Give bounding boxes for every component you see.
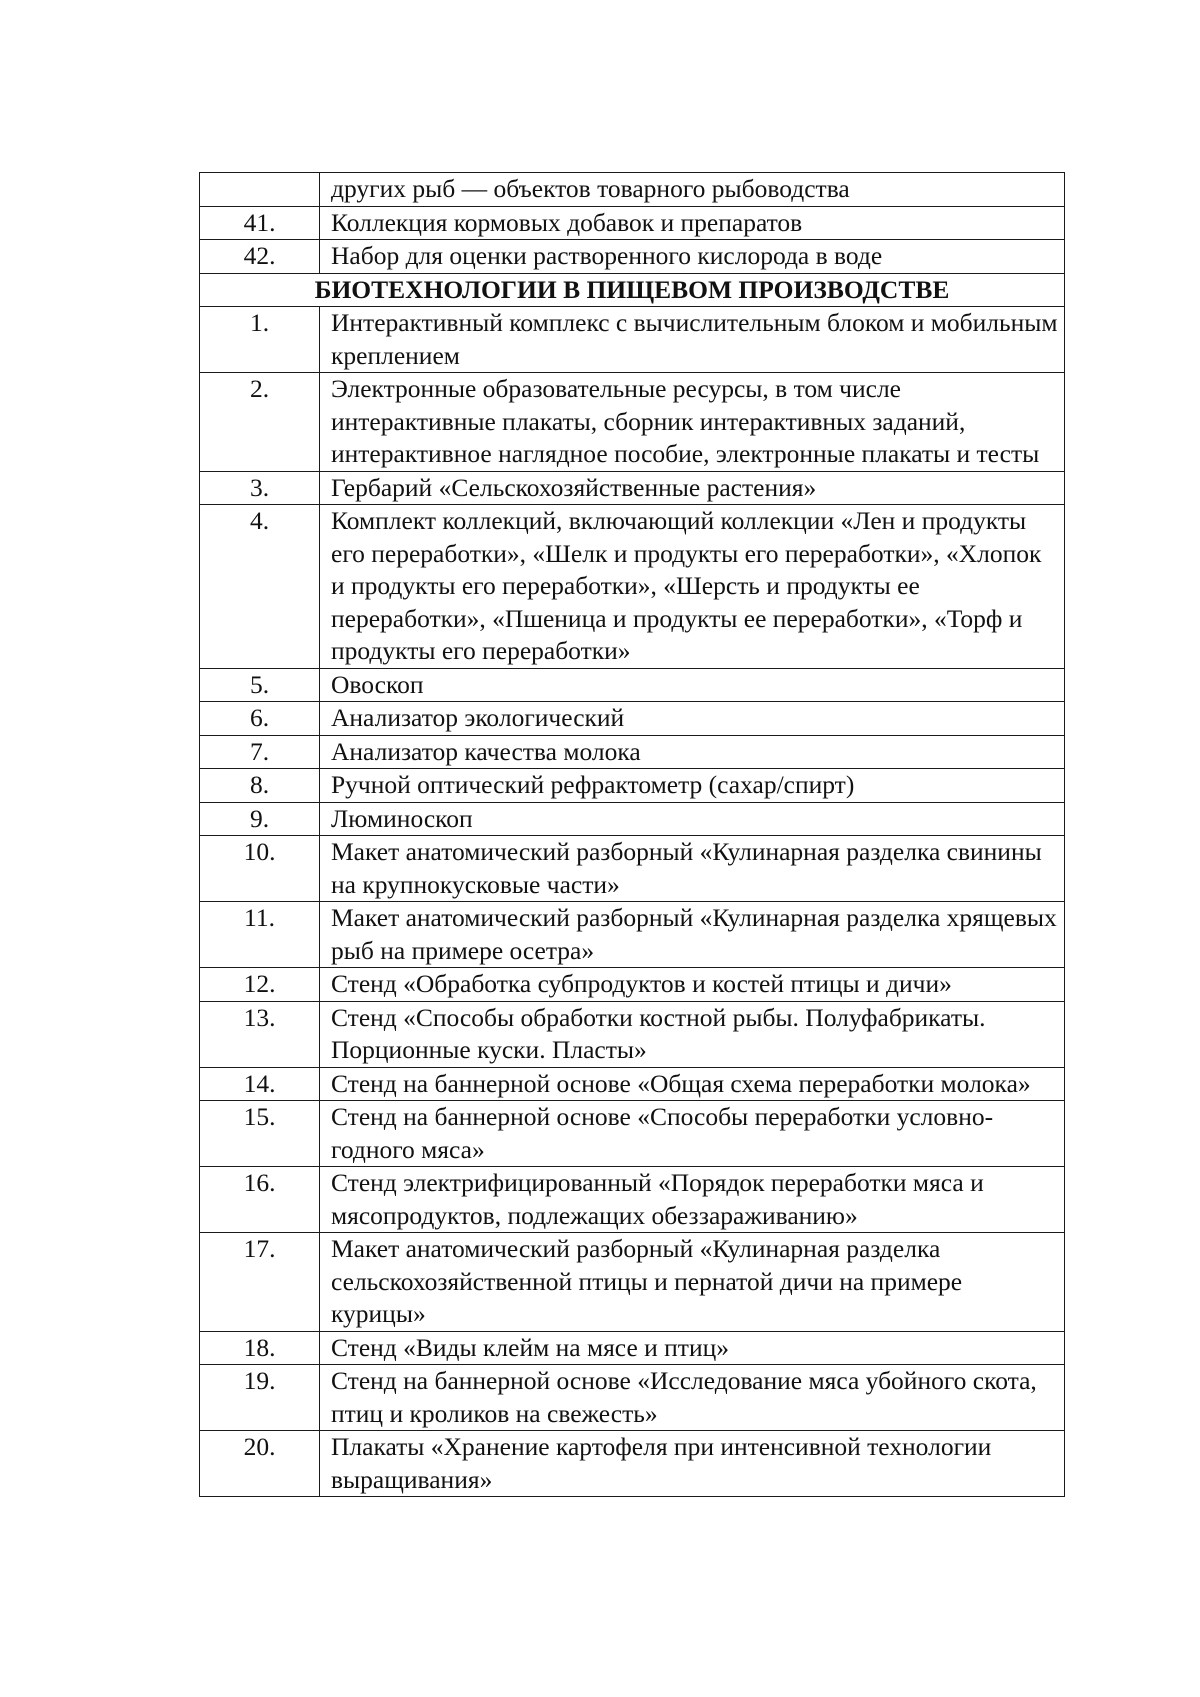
table-row xyxy=(200,1167,1065,1233)
item-number: 18. xyxy=(200,1331,320,1365)
table-row xyxy=(200,836,1065,902)
table-row xyxy=(200,471,1065,505)
item-number: 16. xyxy=(200,1167,320,1233)
table-row xyxy=(200,1001,1065,1067)
item-description: Стенд «Виды клейм на мясе и птиц» xyxy=(320,1331,1065,1365)
table-row xyxy=(200,1067,1065,1101)
item-description: Стенд электрифицированный «Порядок переработки мяса и мясопродуктов, подлежащих обеззараживанию» xyxy=(320,1167,1065,1233)
item-description: Стенд «Способы обработки костной рыбы. Полуфабрикаты. Порционные куски. Пласты» xyxy=(320,1001,1065,1067)
item-number: 8. xyxy=(200,769,320,803)
item-number: 19. xyxy=(200,1365,320,1431)
item-number: 42. xyxy=(200,240,320,274)
item-number: 5. xyxy=(200,668,320,702)
item-description: Овоскоп xyxy=(320,668,1065,702)
item-description: Стенд на баннерной основе «Общая схема переработки молока» xyxy=(320,1067,1065,1101)
equipment-table xyxy=(199,172,1065,1497)
item-description: Коллекция кормовых добавок и препаратов xyxy=(320,206,1065,240)
equipment-table-body xyxy=(200,173,1065,1497)
item-number: 20. xyxy=(200,1431,320,1497)
table-row xyxy=(200,902,1065,968)
item-number: 3. xyxy=(200,471,320,505)
table-row xyxy=(200,307,1065,373)
table-row xyxy=(200,968,1065,1002)
item-number: 2. xyxy=(200,373,320,472)
item-description: Набор для оценки растворенного кислорода в воде xyxy=(320,240,1065,274)
table-row xyxy=(200,702,1065,736)
item-number: 7. xyxy=(200,735,320,769)
item-description: Плакаты «Хранение картофеля при интенсивной технологии выращивания» xyxy=(320,1431,1065,1497)
table-row xyxy=(200,802,1065,836)
table-row xyxy=(200,1101,1065,1167)
item-number: 1. xyxy=(200,307,320,373)
item-number: 9. xyxy=(200,802,320,836)
table-row xyxy=(200,173,1065,207)
item-number: 41. xyxy=(200,206,320,240)
item-number: 17. xyxy=(200,1233,320,1332)
item-description: Электронные образовательные ресурсы, в том числе интерактивные плакаты, сборник интерактивных заданий, интерактивное наглядное пособие, электронные плакаты и тесты xyxy=(320,373,1065,472)
item-number xyxy=(200,173,320,207)
item-number: 14. xyxy=(200,1067,320,1101)
item-description: Люминоскоп xyxy=(320,802,1065,836)
item-description: Стенд на баннерной основе «Способы переработки условно-годного мяса» xyxy=(320,1101,1065,1167)
item-description: Анализатор экологический xyxy=(320,702,1065,736)
item-number: 13. xyxy=(200,1001,320,1067)
table-row xyxy=(200,1233,1065,1332)
table-row xyxy=(200,206,1065,240)
item-description: Комплект коллекций, включающий коллекции «Лен и продукты его переработки», «Шелк и продукты его переработки», «Хлопок и продукты его переработки», «Шерсть и продукты ее переработки», «Пшеница и продукты ее переработки», «Торф и продукты его переработки» xyxy=(320,505,1065,669)
table-row xyxy=(200,735,1065,769)
item-description: Макет анатомический разборный «Кулинарная разделка хрящевых рыб на примере осетра» xyxy=(320,902,1065,968)
item-number: 4. xyxy=(200,505,320,669)
item-number: 12. xyxy=(200,968,320,1002)
item-description: Гербарий «Сельскохозяйственные растения» xyxy=(320,471,1065,505)
table-row xyxy=(200,769,1065,803)
item-description: Интерактивный комплекс с вычислительным блоком и мобильным креплением xyxy=(320,307,1065,373)
item-number: 10. xyxy=(200,836,320,902)
table-row xyxy=(200,1365,1065,1431)
table-row xyxy=(200,1331,1065,1365)
table-row xyxy=(200,240,1065,274)
table-row xyxy=(200,505,1065,669)
table-row xyxy=(200,1431,1065,1497)
item-number: 6. xyxy=(200,702,320,736)
section-title: БИОТЕХНОЛОГИИ В ПИЩЕВОМ ПРОИЗВОДСТВЕ xyxy=(200,273,1065,307)
table-row xyxy=(200,373,1065,472)
item-description: Макет анатомический разборный «Кулинарная разделка сельскохозяйственной птицы и пернатой дичи на примере курицы» xyxy=(320,1233,1065,1332)
item-description: Ручной оптический рефрактометр (сахар/спирт) xyxy=(320,769,1065,803)
item-description: Анализатор качества молока xyxy=(320,735,1065,769)
table-row xyxy=(200,668,1065,702)
section-header-row xyxy=(200,273,1065,307)
item-number: 11. xyxy=(200,902,320,968)
item-number: 15. xyxy=(200,1101,320,1167)
item-description: других рыб — объектов товарного рыбоводства xyxy=(320,173,1065,207)
item-description: Стенд «Обработка субпродуктов и костей птицы и дичи» xyxy=(320,968,1065,1002)
item-description: Стенд на баннерной основе «Исследование мяса убойного скота, птиц и кроликов на свежесть» xyxy=(320,1365,1065,1431)
item-description: Макет анатомический разборный «Кулинарная разделка свинины на крупнокусковые части» xyxy=(320,836,1065,902)
